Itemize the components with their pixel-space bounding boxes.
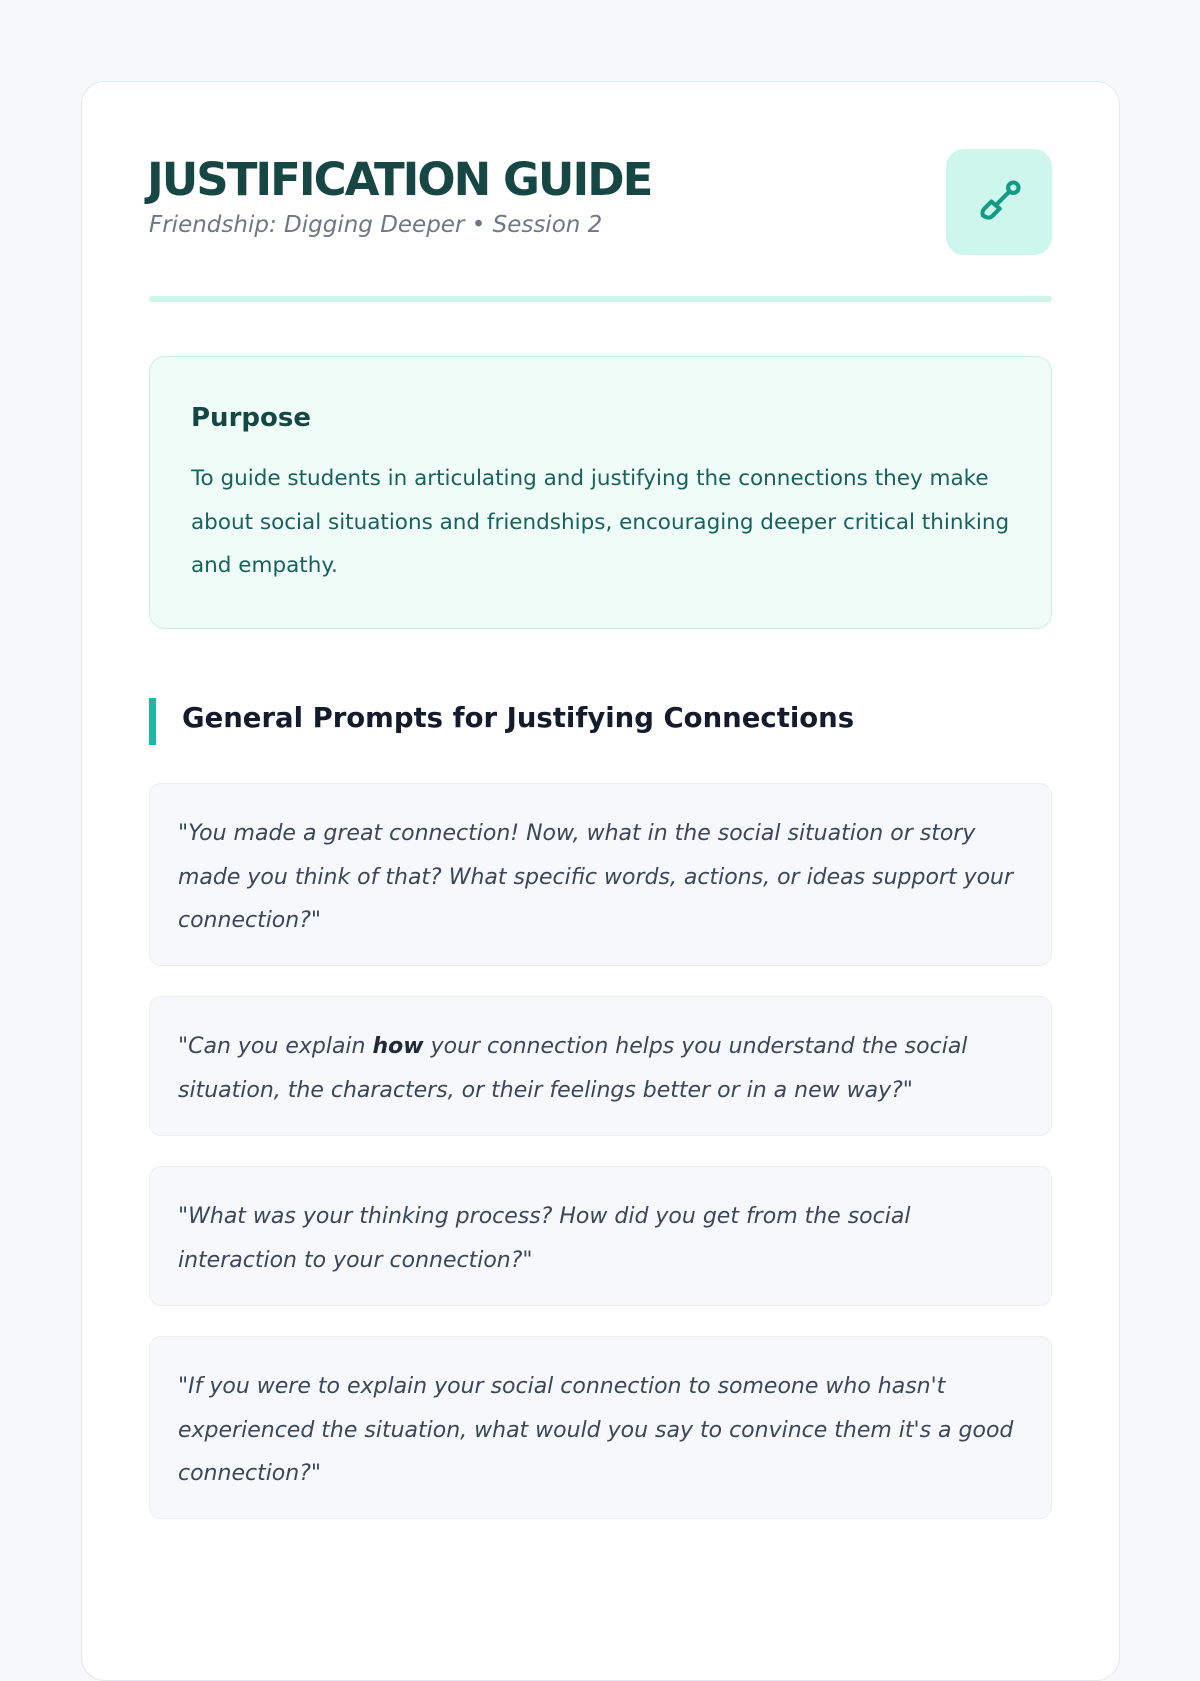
prompt-text: "You made a great connection! Now, what in the social situation or story made you think of that? What specific words, actions, or ideas support your connection?" [178,821,1014,933]
page-title: JUSTIFICATION GUIDE [147,153,652,206]
prompt-card [149,996,1052,1136]
purpose-box [149,356,1052,629]
prompt-card [149,1336,1052,1519]
prompt-card [149,1166,1052,1306]
header-divider [149,296,1052,302]
prompt-text: "What was your thinking process? How did you get from the social interaction to your connection?" [178,1204,911,1273]
prompt-text-start: "Can you explain [178,1034,373,1059]
prompt-text [178,1025,1033,1112]
prompt-text-end: your connection helps you understand the social situation, the characters, or their feelings better or in a new way?" [178,1034,968,1103]
prompt-text: "If you were to explain your social connection to someone who hasn't experienced the situation, what would you say to convince them it's a good connection?" [178,1374,1014,1486]
guide-card [81,81,1120,1681]
section-accent-bar [149,698,156,745]
prompt-emphasis: how [372,1034,424,1059]
purpose-text: To guide students in articulating and justifying the connections they make about social situations and friendships, encouraging deeper critical thinking and empathy. [191,466,1010,578]
purpose-heading: Purpose [191,403,311,433]
guide-header [149,149,1052,254]
page-subtitle: Friendship: Digging Deeper • Session 2 [149,212,603,238]
prompt-card [149,783,1052,966]
shovel-icon-badge [946,149,1052,255]
section-header [149,698,1052,745]
section-title: General Prompts for Justifying Connections [182,702,855,734]
shovel-icon [973,176,1025,228]
